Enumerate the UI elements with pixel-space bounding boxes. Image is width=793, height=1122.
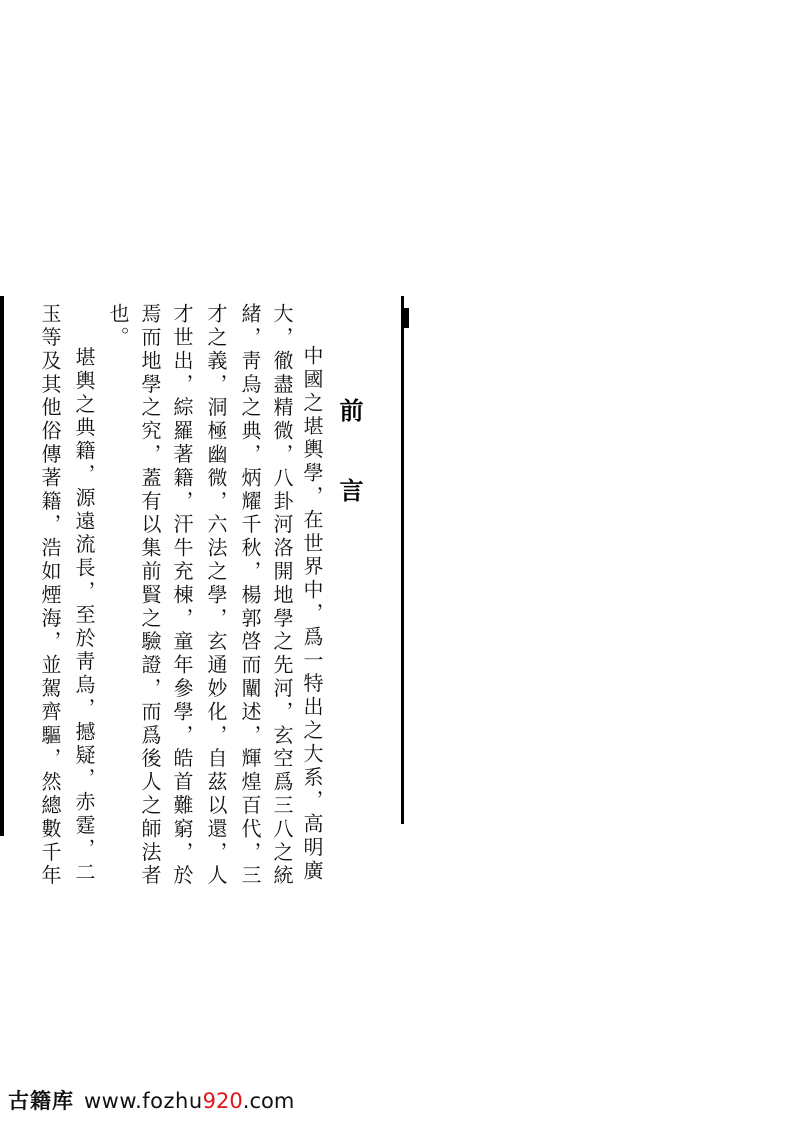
text-column-1: 中國之堪輿學，在世界中，爲一特出之大系，高明廣	[300, 345, 324, 884]
right-border-tick	[403, 308, 409, 328]
page-edge-shadow	[0, 296, 4, 836]
text-column-5: 才世出，綜羅著籍，汗牛充棟，童年參學，皓首難窮，於	[170, 303, 194, 888]
right-border-rule	[401, 296, 404, 824]
watermark-url-prefix: www.fozhu	[84, 1089, 203, 1113]
text-column-3: 緒，靑烏之典，炳耀千秋，楊郭啓而闡述，輝煌百代，三	[238, 303, 262, 888]
text-column-4: 才之義，洞極幽微，六法之學，玄通妙化，自茲以還，人	[204, 303, 228, 888]
text-column-8: 堪輿之典籍，源遠流長，至於靑烏，撼疑，赤霆，二	[72, 323, 96, 885]
text-column-6: 焉而地學之究，蓋有以集前賢之驗證，而爲後人之師法者	[138, 303, 162, 888]
section-title: 前言	[335, 398, 363, 558]
text-column-7: 也。	[106, 303, 130, 350]
text-column-9: 玉等及其他俗傳著籍，浩如煙海，並駕齊驅，然總數千年	[38, 303, 62, 888]
text-column-2: 大，徹盡精微，八卦河洛開地學之先河，玄空爲三八之統	[270, 303, 294, 888]
watermark-url-number: 920	[202, 1089, 243, 1113]
watermark-url-suffix: .com	[242, 1089, 295, 1113]
watermark-site-name: 古籍库	[8, 1089, 74, 1113]
site-watermark	[8, 1088, 294, 1114]
